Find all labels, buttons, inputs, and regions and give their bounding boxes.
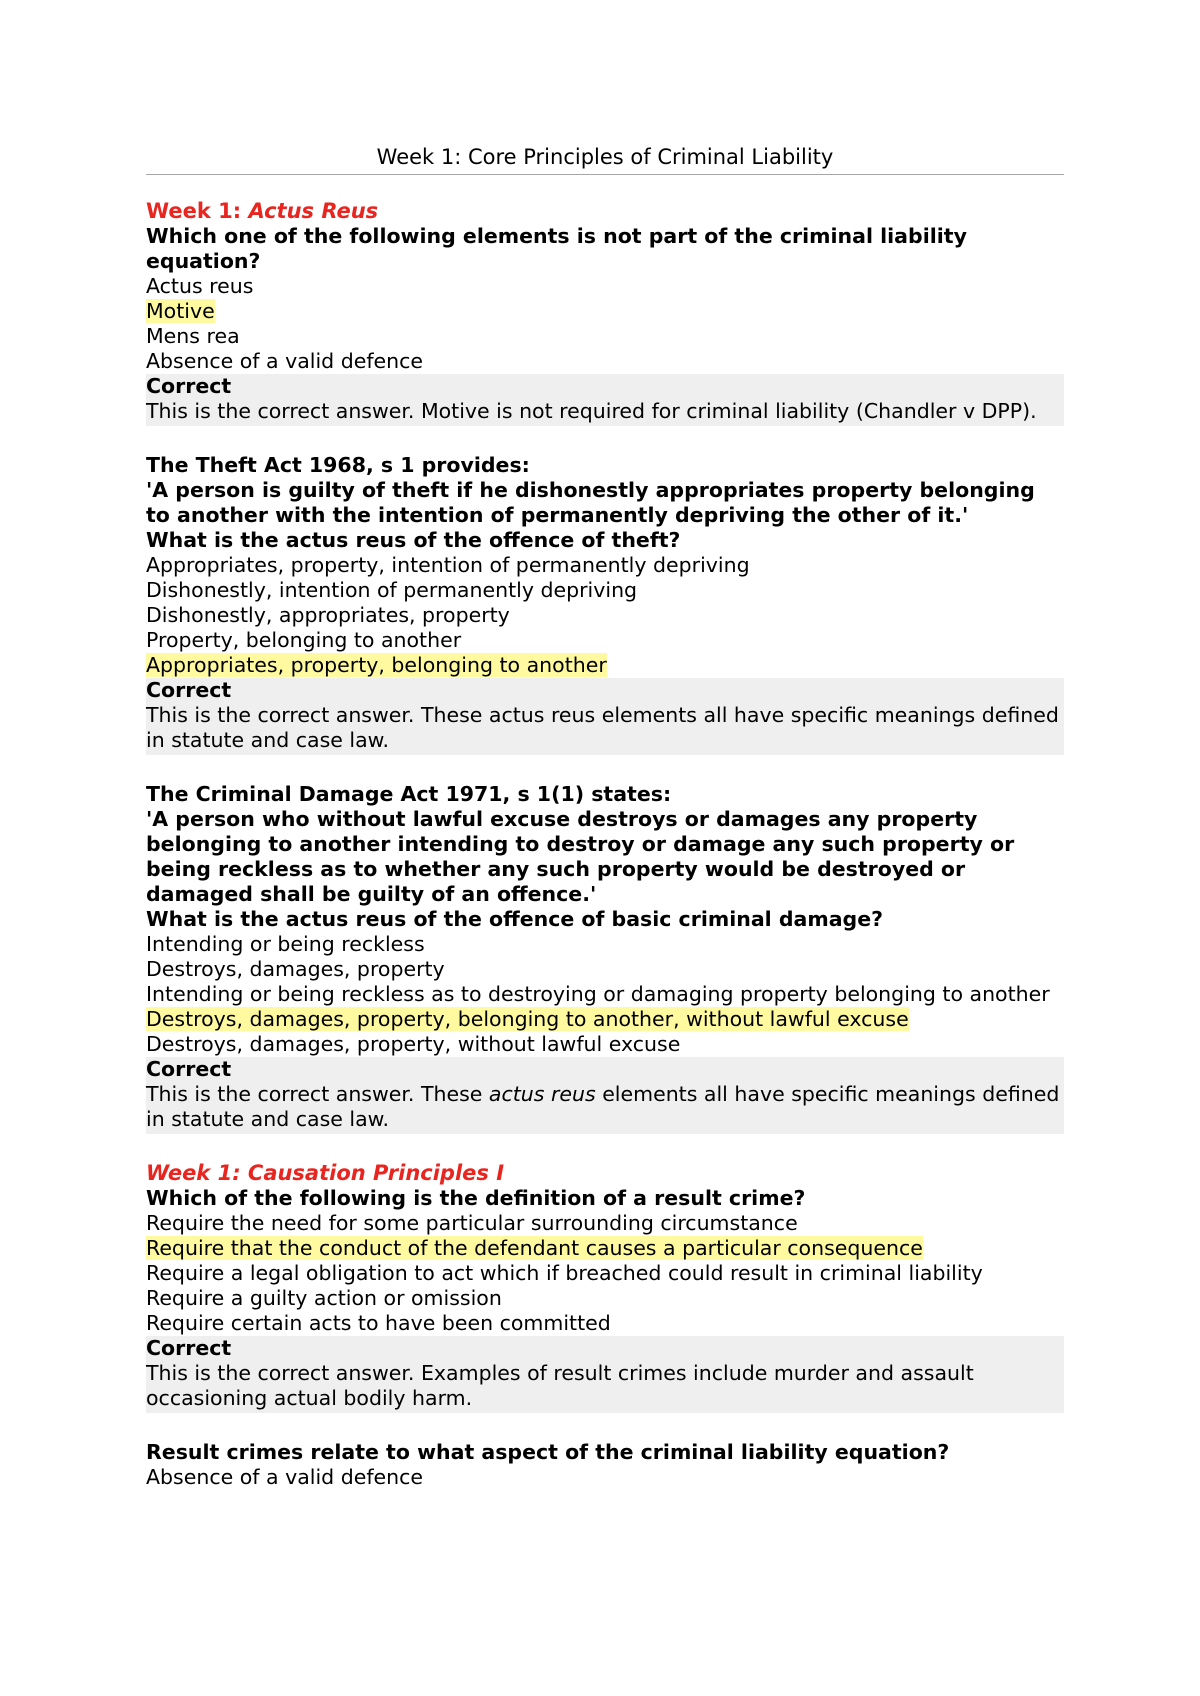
question-intro: The Criminal Damage Act 1971, s 1(1) states: xyxy=(146,782,672,806)
answer-option-correct[interactable]: Appropriates, property, belonging to another xyxy=(146,653,607,677)
question-prompt: Which one of the following elements is not part of the criminal liability equation? xyxy=(146,224,967,273)
document-page xyxy=(146,142,1064,1490)
feedback-text: This is the correct answer. Examples of result crimes include murder and assault occasioning actual bodily harm. xyxy=(146,1361,974,1410)
feedback-heading: Correct xyxy=(146,1057,232,1081)
answer-option-correct[interactable]: Require that the conduct of the defendant causes a particular consequence xyxy=(146,1236,923,1260)
section-title-actus-reus xyxy=(146,199,1064,224)
answer-option-correct[interactable]: Destroys, damages, property, belonging to another, without lawful excuse xyxy=(146,1007,909,1031)
feedback-text: This is the correct answer. These actus reus elements all have specific meanings defined in statute and case law. xyxy=(146,703,1059,752)
feedback-text: This is the correct answer. Motive is not required for criminal liability (Chandler v DPP). xyxy=(146,399,1037,423)
question-prompt: Result crimes relate to what aspect of the criminal liability equation? xyxy=(146,1440,950,1464)
answer-option[interactable]: Require a legal obligation to act which if breached could result in criminal liability xyxy=(146,1261,983,1285)
answer-option[interactable]: Intending or being reckless as to destroying or damaging property belonging to another xyxy=(146,982,1050,1006)
question-intro: The Theft Act 1968, s 1 provides: xyxy=(146,453,530,477)
answer-option[interactable]: Absence of a valid defence xyxy=(146,349,424,373)
answer-option[interactable]: Appropriates, property, intention of permanently depriving xyxy=(146,553,750,577)
question-prompt: What is the actus reus of the offence of basic criminal damage? xyxy=(146,907,883,931)
feedback-box xyxy=(146,678,1064,755)
feedback-text: This is the correct answer. These actus reus elements all have specific meanings defined in statute and case law. xyxy=(146,1082,1060,1131)
answer-option[interactable]: Property, belonging to another xyxy=(146,628,462,652)
feedback-box xyxy=(146,1057,1064,1134)
question-prompt: What is the actus reus of the offence of theft? xyxy=(146,528,681,552)
feedback-box xyxy=(146,1336,1064,1413)
answer-option[interactable]: Intending or being reckless xyxy=(146,932,425,956)
answer-option[interactable]: Dishonestly, intention of permanently depriving xyxy=(146,578,638,602)
answer-option[interactable]: Dishonestly, appropriates, property xyxy=(146,603,510,627)
answer-option[interactable]: Absence of a valid defence xyxy=(146,1465,424,1489)
feedback-heading: Correct xyxy=(146,678,232,702)
question-prompt: Which of the following is the definition of a result crime? xyxy=(146,1186,806,1210)
section-title-causation: Week 1: Causation Principles I xyxy=(146,1161,505,1185)
statute-quote: 'A person is guilty of theft if he dishonestly appropriates property belonging to another with the intention of permanently depriving the other of it.' xyxy=(146,478,1035,527)
section-title-emph: Actus Reus xyxy=(248,199,379,223)
feedback-box xyxy=(146,374,1064,426)
answer-option[interactable]: Destroys, damages, property xyxy=(146,957,445,981)
answer-option-correct[interactable]: Motive xyxy=(146,299,215,323)
answer-option[interactable]: Require certain acts to have been committed xyxy=(146,1311,611,1335)
answer-option[interactable]: Actus reus xyxy=(146,274,254,298)
section-title-prefix: Week 1: xyxy=(146,199,249,223)
answer-option[interactable]: Require the need for some particular surrounding circumstance xyxy=(146,1211,798,1235)
answer-option[interactable]: Mens rea xyxy=(146,324,240,348)
feedback-heading: Correct xyxy=(146,1336,232,1360)
answer-option[interactable]: Destroys, damages, property, without lawful excuse xyxy=(146,1032,681,1056)
document-title: Week 1: Core Principles of Criminal Liability xyxy=(146,142,1064,175)
feedback-heading: Correct xyxy=(146,374,232,398)
answer-option[interactable]: Require a guilty action or omission xyxy=(146,1286,502,1310)
statute-quote: 'A person who without lawful excuse destroys or damages any property belonging to another intending to destroy or damage any such property or being reckless as to whether any such property would be destroyed or damaged shall be guilty of an offence.' xyxy=(146,807,1015,906)
